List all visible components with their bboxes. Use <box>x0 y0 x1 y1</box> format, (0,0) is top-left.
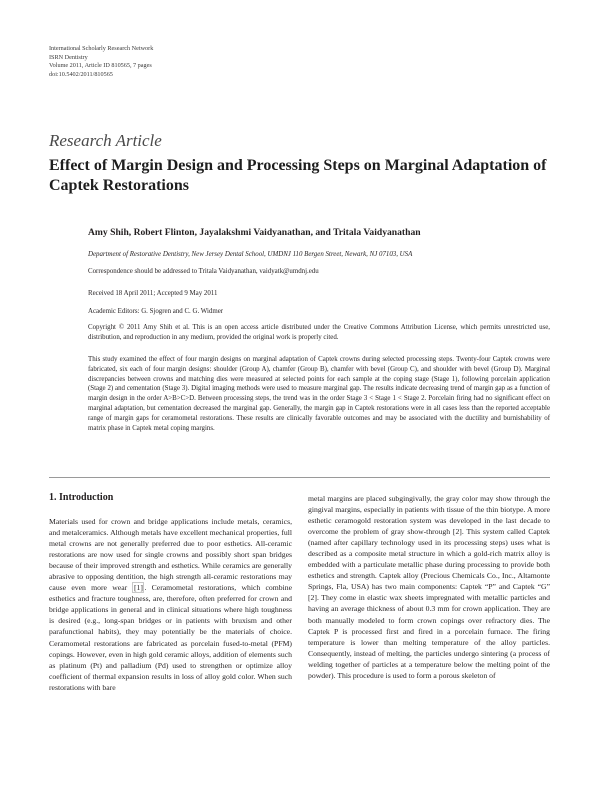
affiliation: Department of Restorative Dentistry, New Jersey Dental School, UMDNJ 110 Bergen Street, Newark, NJ 07103, USA <box>88 251 413 258</box>
journal-volume: Volume 2011, Article ID 810565, 7 pages <box>49 62 152 70</box>
academic-editors: Academic Editors: G. Sjogren and C. G. Widmer <box>88 308 224 315</box>
intro-paragraph-part2: . Ceramometal restorations, which combine esthetics and fracture toughness, are, therefore, often preferred for crown and bridge applications in general and in clinical situations where high toughness is desired (e.g., long-span bridges or in patients with bruxism and other parafunctional habits), they may potentially be the materials of choice. Ceramometal restorations are fabricated as porcelain fused-to-metal (PFM) copings. However, even in high gold ceramic alloys, addition of elements such as platinum (Pt) and palladium (Pd) used to strengthen or optimize alloy coefficient of thermal expansion results in loss of alloy gold color. When such restorations with bare <box>49 583 292 692</box>
intro-paragraph-part1: Materials used for crown and bridge applications include metals, ceramics, and metalceramics. Although metals have excellent mechanical properties, full metal crowns are not generally preferred due to poor esthetics. All-ceramic restorations are now used for single crowns and possibly short span bridges because of their improved strength and esthetics. While ceramics are generally abrasive to opposing dentition, the high strength all-ceramic restorations may cause even more wear <box>49 517 292 593</box>
paper-title: Effect of Margin Design and Processing Steps on Marginal Adaptation of Captek Restorations <box>49 157 547 194</box>
section-heading-introduction: 1. Introduction <box>49 492 114 503</box>
journal-network: International Scholarly Research Network <box>49 45 154 52</box>
citation-link[interactable]: [1] <box>133 583 143 593</box>
received-accepted-dates: Received 18 April 2011; Accepted 9 May 2011 <box>88 290 218 297</box>
journal-doi: doi:10.5402/2011/810565 <box>49 70 113 78</box>
abstract: This study examined the effect of four margin designs on marginal adaptation of Captek crowns during selected processing steps. Twenty-four Captek crowns were fabricated, six each of four margin designs: shoulder (Group A), chamfer (Group B), chamfer with bevel (Group C), and shoulder with bevel (Group D). Marginal discrepancies between crowns and matching dies were measured at selected points for each sample at the coping stage (Stage 1), following porcelain application (Stage 2) and cementation (Stage 3). Digital imaging methods were used to measure marginal gap. The results indicate decreasing trend of margin gap as a function of margin design in the order A>B>C>D. Between processing steps, the trend was in the order Stage 3 < Stage 1 < Stage 2. Porcelain firing had no significant effect on marginal adaptation, but cementation decreased the marginal gap. Generally, the margin gap in Captek restorations were in all cases less than the reported acceptable range of margin gaps for ceramometal restorations. These results are clinically favorable outcomes and may be associated with the ductility and burnishability of matrix phase in Captek metal coping margins. <box>88 356 550 432</box>
journal-name: ISRN Dentistry <box>49 53 88 61</box>
body-column-left <box>49 516 292 693</box>
section-divider <box>49 477 550 478</box>
copyright-notice: Copyright © 2011 Amy Shih et al. This is an open access article distributed under the Creative Commons Attribution License, which permits unrestricted use, distribution, and reproduction in any medium, provided the original work is properly cited. <box>88 324 550 341</box>
article-type: Research Article <box>49 131 162 150</box>
body-column-right: metal margins are placed subgingivally, the gray color may show through the gingival margins, especially in patients with tissue of the thin biotype. A more esthetic ceramogold restoration system was developed in the last decade to overcome the problem of gray show-through [2]. This system called Captek (named after capillary technology used in its processing steps) uses what is described as a composite metal structure in which a gold-rich matrix alloy is embedded with a particulate metallic phase during processing to provide both esthetics and strength. Captek alloy (Precious Chemicals Co., Inc., Altamonte Springs, Fla, USA) has two main components: Captek “P” and Captek “G” [2]. They come in elastic wax sheets impregnated with metallic particles and having an average thickness of about 0.3 mm for crown application. They are both manually modeled to form crown copings over refractory dies. The Captek P is processed first and fired in a porcelain furnace. The firing temperature is lower than melting temperature of the alloy particles. Consequently, instead of melting, the particles undergo sintering (a process of welding together of particles at a temperature below the melting point of the powder). This procedure is used to form a porous skeleton of <box>308 494 550 680</box>
author-list: Amy Shih, Robert Flinton, Jayalakshmi Vaidyanathan, and Tritala Vaidyanathan <box>88 227 421 238</box>
correspondence: Correspondence should be addressed to Tritala Vaidyanathan, vaidyatk@umdnj.edu <box>88 268 319 275</box>
journal-header <box>49 45 153 79</box>
